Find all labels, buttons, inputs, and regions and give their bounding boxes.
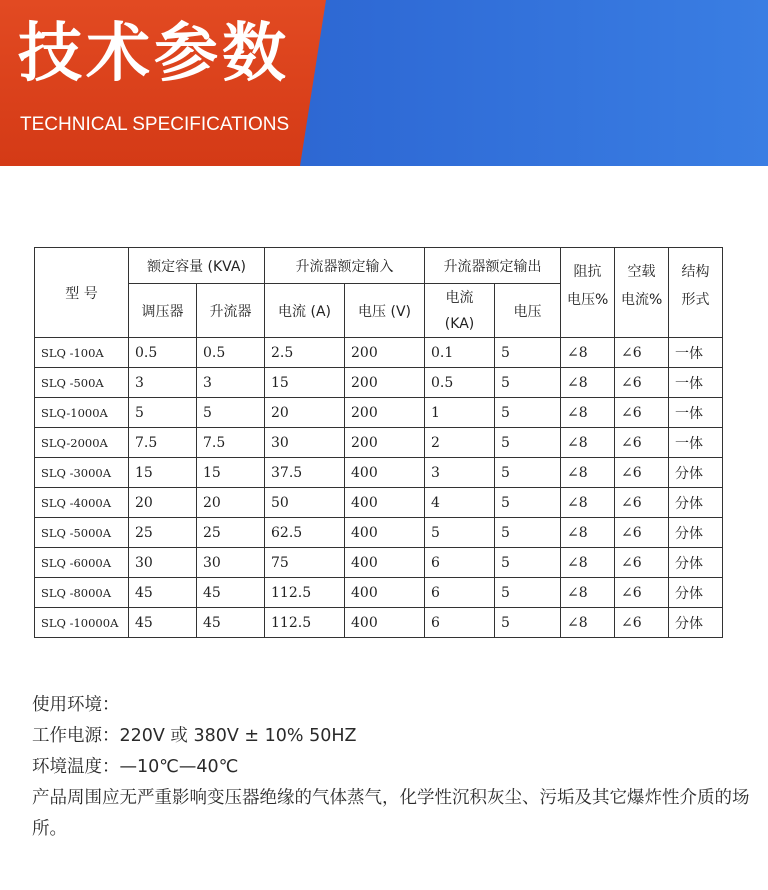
- cell-impedance-voltage: ∠8: [561, 488, 615, 518]
- cell-regulator-kva: 7.5: [129, 428, 197, 458]
- cell-input-voltage: 200: [345, 338, 425, 368]
- cell-input-voltage: 400: [345, 608, 425, 638]
- cell-input-voltage: 400: [345, 548, 425, 578]
- header-structure: [669, 248, 723, 338]
- cell-model: SLQ-1000A: [35, 398, 129, 428]
- cell-noload-current: ∠6: [615, 488, 669, 518]
- header-noload-line2: 电流%: [621, 292, 663, 308]
- table-header-row-1: [35, 248, 723, 284]
- cell-output-voltage: 5: [495, 458, 561, 488]
- cell-output-current: 3: [425, 458, 495, 488]
- header-noload-current: [615, 248, 669, 338]
- cell-noload-current: ∠6: [615, 608, 669, 638]
- cell-input-current: 20: [265, 398, 345, 428]
- header-structure-line1: 结构: [681, 264, 710, 280]
- cell-impedance-voltage: ∠8: [561, 518, 615, 548]
- cell-output-current: 6: [425, 608, 495, 638]
- cell-regulator-kva: 3: [129, 368, 197, 398]
- cell-structure: 分体: [669, 548, 723, 578]
- cell-model: SLQ -5000A: [35, 518, 129, 548]
- header-regulator: 调压器: [129, 284, 197, 338]
- cell-riser-kva: 20: [197, 488, 265, 518]
- header-rated-input: 升流器额定输入: [265, 248, 425, 284]
- table-row: [35, 608, 723, 638]
- notes-heading: 使用环境：: [32, 695, 120, 715]
- cell-structure: 一体: [669, 428, 723, 458]
- cell-output-current: 0.5: [425, 368, 495, 398]
- table-row: [35, 458, 723, 488]
- header-banner: [0, 0, 768, 166]
- cell-noload-current: ∠6: [615, 338, 669, 368]
- header-rated-capacity: 额定容量 (KVA): [129, 248, 265, 284]
- table-body: [35, 338, 723, 638]
- cell-output-voltage: 5: [495, 488, 561, 518]
- cell-structure: 一体: [669, 398, 723, 428]
- cell-output-voltage: 5: [495, 608, 561, 638]
- cell-impedance-voltage: ∠8: [561, 548, 615, 578]
- cell-output-voltage: 5: [495, 548, 561, 578]
- header-structure-line2: 形式: [681, 292, 710, 308]
- cell-model: SLQ -10000A: [35, 608, 129, 638]
- cell-output-voltage: 5: [495, 428, 561, 458]
- specifications-table: [34, 247, 723, 638]
- cell-model: SLQ -100A: [35, 338, 129, 368]
- cell-model: SLQ -8000A: [35, 578, 129, 608]
- cell-noload-current: ∠6: [615, 398, 669, 428]
- cell-input-voltage: 200: [345, 368, 425, 398]
- notes-environment: 产品周围应无严重影响变压器绝缘的气体蒸气，化学性沉积灰尘、污垢及其它爆炸性介质的场所。: [32, 788, 750, 839]
- cell-riser-kva: 5: [197, 398, 265, 428]
- header-output-voltage: 电压: [495, 284, 561, 338]
- cell-structure: 一体: [669, 338, 723, 368]
- cell-impedance-voltage: ∠8: [561, 578, 615, 608]
- cell-input-voltage: 400: [345, 458, 425, 488]
- cell-noload-current: ∠6: [615, 578, 669, 608]
- cell-riser-kva: 45: [197, 578, 265, 608]
- cell-model: SLQ -4000A: [35, 488, 129, 518]
- cell-noload-current: ∠6: [615, 518, 669, 548]
- cell-input-voltage: 200: [345, 428, 425, 458]
- cell-regulator-kva: 30: [129, 548, 197, 578]
- cell-input-voltage: 400: [345, 488, 425, 518]
- cell-regulator-kva: 20: [129, 488, 197, 518]
- cell-riser-kva: 45: [197, 608, 265, 638]
- cell-input-current: 112.5: [265, 578, 345, 608]
- cell-regulator-kva: 5: [129, 398, 197, 428]
- cell-output-voltage: 5: [495, 518, 561, 548]
- cell-input-current: 62.5: [265, 518, 345, 548]
- cell-regulator-kva: 45: [129, 578, 197, 608]
- cell-input-voltage: 400: [345, 578, 425, 608]
- header-riser: 升流器: [197, 284, 265, 338]
- cell-input-current: 75: [265, 548, 345, 578]
- cell-output-current: 0.1: [425, 338, 495, 368]
- cell-output-current: 4: [425, 488, 495, 518]
- cell-input-current: 37.5: [265, 458, 345, 488]
- cell-impedance-voltage: ∠8: [561, 398, 615, 428]
- header-model: 型 号: [35, 248, 129, 338]
- page-title: 技术参数: [18, 17, 290, 91]
- cell-riser-kva: 3: [197, 368, 265, 398]
- header-noload-line1: 空载: [627, 264, 656, 280]
- header-impedance: [561, 248, 615, 338]
- cell-input-current: 2.5: [265, 338, 345, 368]
- cell-riser-kva: 0.5: [197, 338, 265, 368]
- table-row: [35, 398, 723, 428]
- cell-input-current: 50: [265, 488, 345, 518]
- header-rated-output: 升流器额定输出: [425, 248, 561, 284]
- cell-output-current: 1: [425, 398, 495, 428]
- cell-impedance-voltage: ∠8: [561, 338, 615, 368]
- cell-regulator-kva: 45: [129, 608, 197, 638]
- header-output-current: [425, 284, 495, 338]
- cell-output-current: 6: [425, 548, 495, 578]
- cell-structure: 分体: [669, 518, 723, 548]
- cell-riser-kva: 30: [197, 548, 265, 578]
- header-output-current-label: 电流: [445, 289, 474, 306]
- cell-output-current: 5: [425, 518, 495, 548]
- cell-output-voltage: 5: [495, 338, 561, 368]
- cell-output-current: 2: [425, 428, 495, 458]
- cell-output-current: 6: [425, 578, 495, 608]
- cell-model: SLQ -6000A: [35, 548, 129, 578]
- cell-model: SLQ -500A: [35, 368, 129, 398]
- cell-structure: 分体: [669, 458, 723, 488]
- cell-impedance-voltage: ∠8: [561, 608, 615, 638]
- cell-impedance-voltage: ∠8: [561, 458, 615, 488]
- table-row: [35, 428, 723, 458]
- cell-input-voltage: 400: [345, 518, 425, 548]
- cell-model: SLQ -3000A: [35, 458, 129, 488]
- header-input-voltage: 电压 (V): [345, 284, 425, 338]
- cell-noload-current: ∠6: [615, 368, 669, 398]
- table-row: [35, 368, 723, 398]
- usage-notes: [32, 690, 752, 845]
- cell-structure: 一体: [669, 368, 723, 398]
- cell-noload-current: ∠6: [615, 428, 669, 458]
- table-row: [35, 488, 723, 518]
- header-output-current-unit: (KA): [444, 315, 475, 332]
- cell-riser-kva: 7.5: [197, 428, 265, 458]
- cell-input-voltage: 200: [345, 398, 425, 428]
- cell-regulator-kva: 0.5: [129, 338, 197, 368]
- cell-output-voltage: 5: [495, 578, 561, 608]
- cell-regulator-kva: 15: [129, 458, 197, 488]
- cell-riser-kva: 25: [197, 518, 265, 548]
- notes-temperature: 环境温度：—10℃—40℃: [32, 757, 239, 777]
- cell-impedance-voltage: ∠8: [561, 428, 615, 458]
- table-row: [35, 578, 723, 608]
- header-impedance-line2: 电压%: [567, 292, 609, 308]
- cell-input-current: 112.5: [265, 608, 345, 638]
- cell-noload-current: ∠6: [615, 548, 669, 578]
- cell-input-current: 30: [265, 428, 345, 458]
- cell-input-current: 15: [265, 368, 345, 398]
- cell-impedance-voltage: ∠8: [561, 368, 615, 398]
- cell-output-voltage: 5: [495, 398, 561, 428]
- table-row: [35, 338, 723, 368]
- cell-regulator-kva: 25: [129, 518, 197, 548]
- cell-noload-current: ∠6: [615, 458, 669, 488]
- cell-riser-kva: 15: [197, 458, 265, 488]
- cell-output-voltage: 5: [495, 368, 561, 398]
- cell-structure: 分体: [669, 608, 723, 638]
- cell-structure: 分体: [669, 488, 723, 518]
- header-input-current: 电流 (A): [265, 284, 345, 338]
- header-impedance-line1: 阻抗: [573, 264, 602, 280]
- notes-power: 工作电源：220V 或 380V ± 10% 50HZ: [32, 726, 357, 746]
- cell-structure: 分体: [669, 578, 723, 608]
- table-row: [35, 548, 723, 578]
- table-row: [35, 518, 723, 548]
- cell-model: SLQ-2000A: [35, 428, 129, 458]
- page-subtitle: TECHNICAL SPECIFICATIONS: [20, 114, 290, 135]
